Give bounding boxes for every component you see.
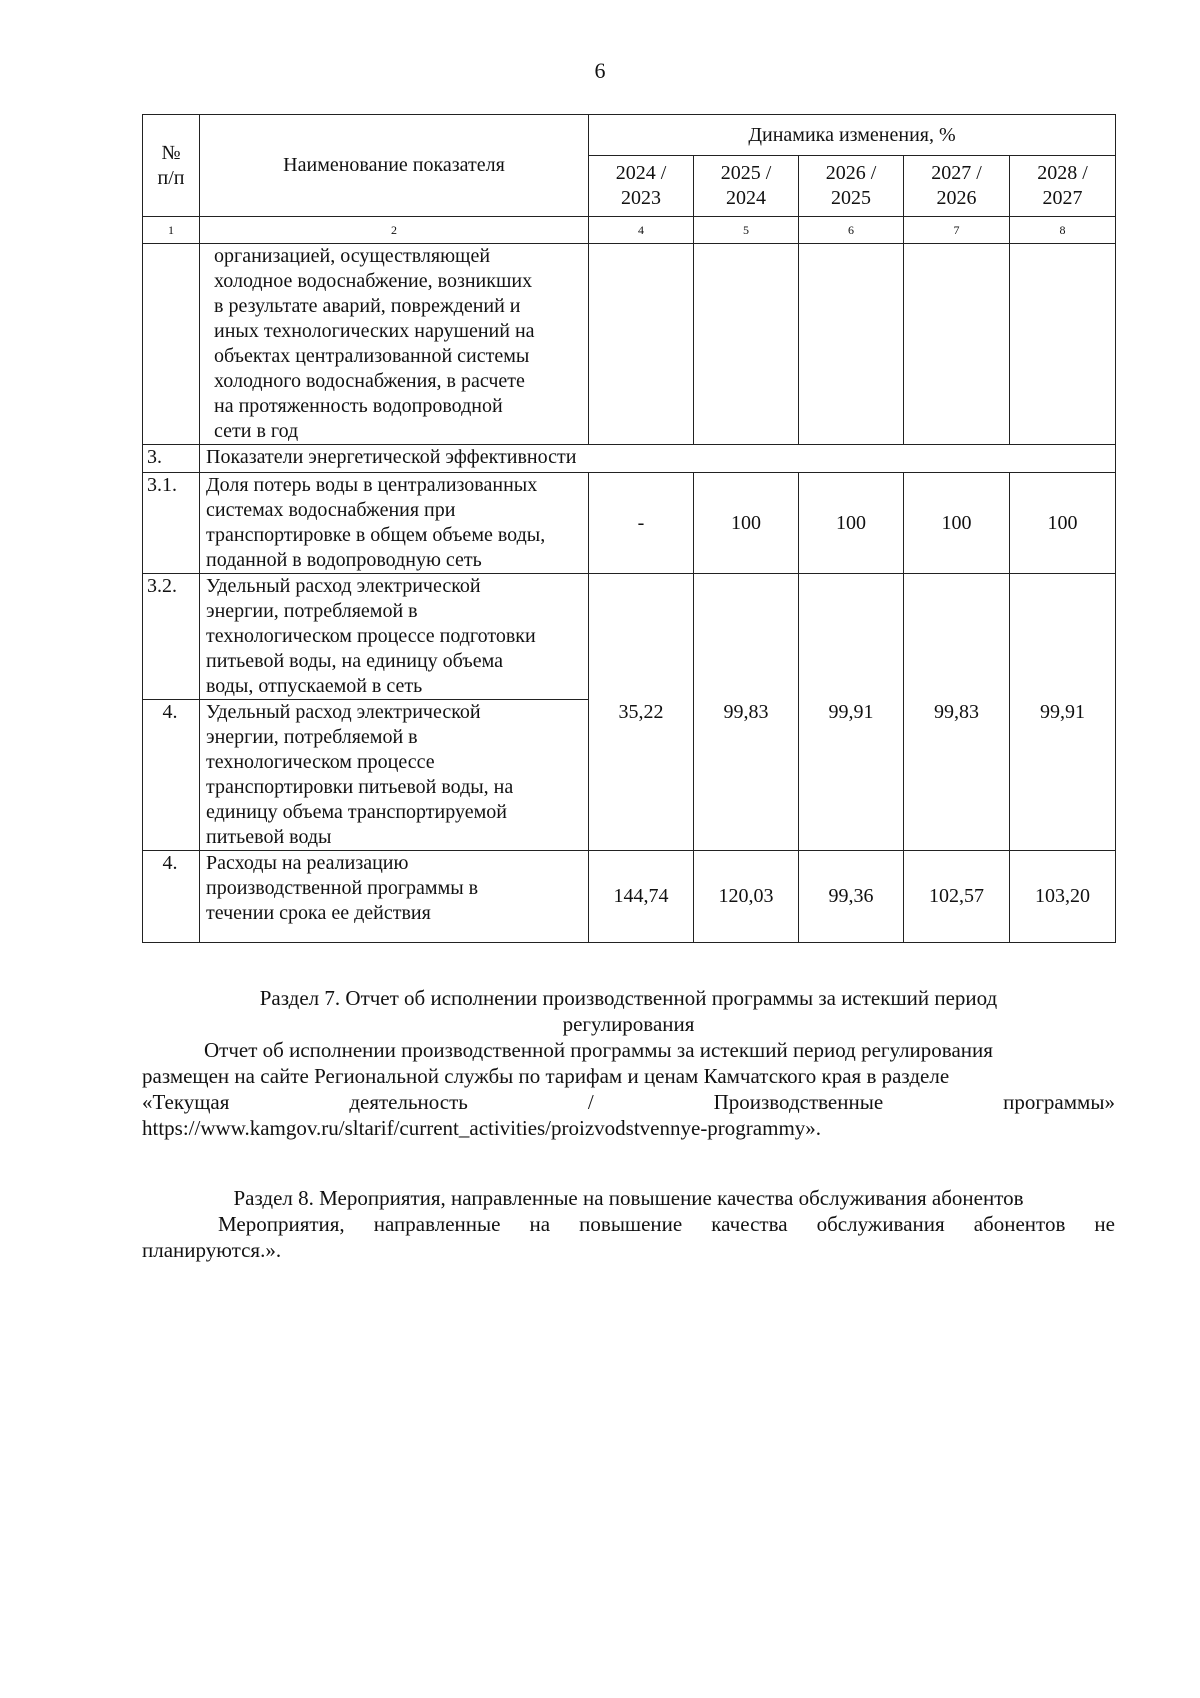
column-number: 5 bbox=[694, 217, 799, 244]
table-row-4b bbox=[143, 851, 1116, 943]
column-number: 7 bbox=[904, 217, 1010, 244]
section7 bbox=[142, 985, 1115, 1141]
column-numbers-row bbox=[143, 217, 1116, 244]
row-name: Доля потерь воды в централизованных системах водоснабжения при транспортировке в общем объеме воды, поданной в водопроводную сеть bbox=[200, 473, 589, 574]
value-cell bbox=[799, 244, 904, 445]
row-name: Удельный расход электрической энергии, потребляемой в технологическом процессе подготовки питьевой воды, на единицу объема воды, отпускаемой в сеть bbox=[200, 574, 589, 700]
column-number: 1 bbox=[143, 217, 200, 244]
value-cell bbox=[904, 244, 1010, 445]
table-row-continued bbox=[143, 244, 1116, 445]
row-no: 3.1. bbox=[143, 473, 200, 574]
row-name: Расходы на реализацию производственной программы в течении срока ее действия bbox=[200, 851, 589, 943]
row-no: 4. bbox=[143, 851, 200, 943]
header-year-2: 2025 / 2024 bbox=[694, 156, 799, 217]
value-cell bbox=[589, 244, 694, 445]
section8 bbox=[142, 1185, 1115, 1263]
row-name: организацией, осуществляющей холодное водоснабжение, возникших в результате аварий, повреждений и иных технологических нарушений на объектах централизованной системы холодного водоснабжения, в расчете на протяженность водопроводной сети в год bbox=[200, 244, 589, 445]
row-no: 3.2. bbox=[143, 574, 200, 700]
value-cell: 144,74 bbox=[589, 851, 694, 943]
row-no: 4. bbox=[143, 700, 200, 851]
value-cell: 120,03 bbox=[694, 851, 799, 943]
section-title: Показатели энергетической эффективности bbox=[200, 445, 1116, 473]
column-number: 2 bbox=[200, 217, 589, 244]
section7-paragraph: Отчет об исполнении производственной программы за истекший период регулирования размещен на сайте Региональной службы по тарифам и ценам Камчатского края в разделе «Текущая деятельность / Производственные программы» https://www.kamgov.ru/sltarif/current_activities/proizvodstvennye-programmy». bbox=[142, 1038, 1115, 1140]
header-row-1 bbox=[143, 115, 1116, 156]
column-number: 6 bbox=[799, 217, 904, 244]
header-no-line1: № bbox=[161, 141, 181, 164]
value-cell: - bbox=[589, 473, 694, 574]
section-row-3 bbox=[143, 445, 1116, 473]
value-cell: 102,57 bbox=[904, 851, 1010, 943]
column-number: 8 bbox=[1010, 217, 1116, 244]
indicators-table bbox=[142, 114, 1116, 943]
value-cell: 99,36 bbox=[799, 851, 904, 943]
table-row-3-1 bbox=[143, 473, 1116, 574]
header-year-3: 2026 / 2025 bbox=[799, 156, 904, 217]
value-cell: 100 bbox=[694, 473, 799, 574]
value-cell: 35,22 bbox=[589, 574, 694, 851]
section7-line3: «Текущая деятельность / Производственные программы» bbox=[142, 1090, 1115, 1114]
header-dynamics: Динамика изменения, % bbox=[589, 115, 1116, 156]
value-cell: 99,83 bbox=[694, 574, 799, 851]
row-no bbox=[143, 244, 200, 445]
value-cell: 99,91 bbox=[799, 574, 904, 851]
column-number: 4 bbox=[589, 217, 694, 244]
value-cell bbox=[1010, 244, 1116, 445]
value-cell: 99,91 bbox=[1010, 574, 1116, 851]
section7-title: Раздел 7. Отчет об исполнении производственной программы за истекший период регулирования bbox=[259, 986, 998, 1036]
header-no-line2: п/п bbox=[157, 166, 185, 189]
value-cell bbox=[694, 244, 799, 445]
value-cell: 100 bbox=[904, 473, 1010, 574]
header-name: Наименование показателя bbox=[200, 115, 589, 217]
page-number: 6 bbox=[594, 58, 606, 83]
row-no: 3. bbox=[143, 445, 200, 473]
header-no bbox=[143, 115, 200, 217]
value-cell: 100 bbox=[1010, 473, 1116, 574]
header-year-5: 2028 / 2027 bbox=[1010, 156, 1116, 217]
value-cell: 99,83 bbox=[904, 574, 1010, 851]
section8-title: Раздел 8. Мероприятия, направленные на повышение качества обслуживания абонентов bbox=[233, 1186, 1024, 1210]
header-year-1: 2024 / 2023 bbox=[589, 156, 694, 217]
table-row-3-2 bbox=[143, 574, 1116, 700]
row-name: Удельный расход электрической энергии, потребляемой в технологическом процессе транспортировки питьевой воды, на единицу объема транспортируемой питьевой воды bbox=[200, 700, 589, 851]
value-cell: 100 bbox=[799, 473, 904, 574]
header-year-4: 2027 / 2026 bbox=[904, 156, 1010, 217]
value-cell: 103,20 bbox=[1010, 851, 1116, 943]
section8-paragraph: Мероприятия, направленные на повышение качества обслуживания абонентов не планируются.». bbox=[142, 1212, 1115, 1262]
